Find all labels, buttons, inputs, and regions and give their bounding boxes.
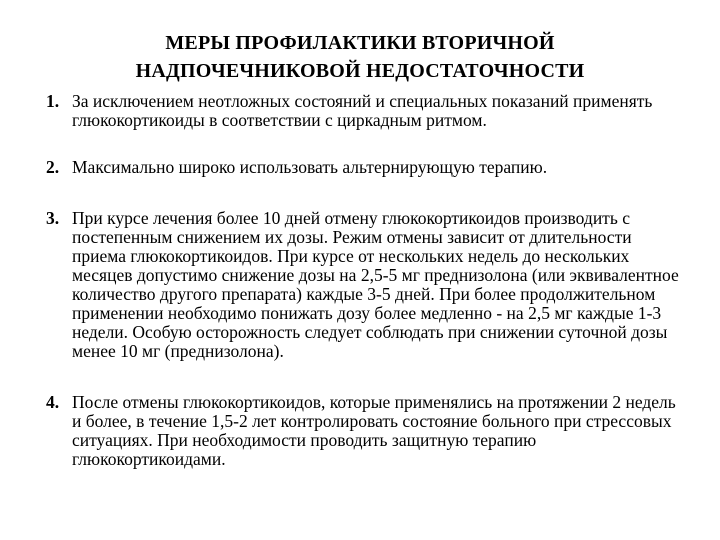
list-item bbox=[46, 393, 686, 469]
item-text: При курсе лечения более 10 дней отмену глюкокортикоидов производить с постепенным снижением их дозы. Режим отмены зависит от длительности приема глюкокортикоидов. При курсе от нескольких недель до нескольких месяцев допустимо снижение дозы на 2,5-5 мг преднизолона (или эквивалентное количество другого препарата) каждые 3-5 дней. При более продолжительном применении необходимо понижать дозу более медленно - на 2,5 мг каждые 1-3 недели. Особую осторожность следует соблюдать при снижении суточной дозы менее 10 мг (преднизолона). bbox=[72, 208, 679, 361]
item-number: 3. bbox=[46, 208, 60, 228]
item-number: 2. bbox=[46, 157, 60, 177]
item-number: 1. bbox=[46, 91, 60, 111]
list-item bbox=[46, 158, 686, 177]
list-item bbox=[46, 92, 686, 130]
item-text: После отмены глюкокортикоидов, которые применялись на протяжении 2 недель и более, в течение 1,5-2 лет контролировать состояние больного при стрессовых ситуациях. При необходимости проводить защитную терапию глюкокортикоидами. bbox=[72, 392, 676, 469]
item-number: 4. bbox=[46, 392, 60, 412]
list-item bbox=[46, 209, 686, 361]
slide-title bbox=[0, 29, 720, 85]
item-text: За исключением неотложных состояний и специальных показаний применять глюкокортикоиды в соответствии с циркадным ритмом. bbox=[72, 91, 653, 130]
title-line-1: МЕРЫ ПРОФИЛАКТИКИ ВТОРИЧНОЙ bbox=[165, 32, 555, 55]
measures-list bbox=[46, 92, 686, 469]
item-text: Максимально широко использовать альтернирующую терапию. bbox=[72, 157, 548, 177]
title-line-2: НАДПОЧЕЧНИКОВОЙ НЕДОСТАТОЧНОСТИ bbox=[135, 60, 585, 83]
